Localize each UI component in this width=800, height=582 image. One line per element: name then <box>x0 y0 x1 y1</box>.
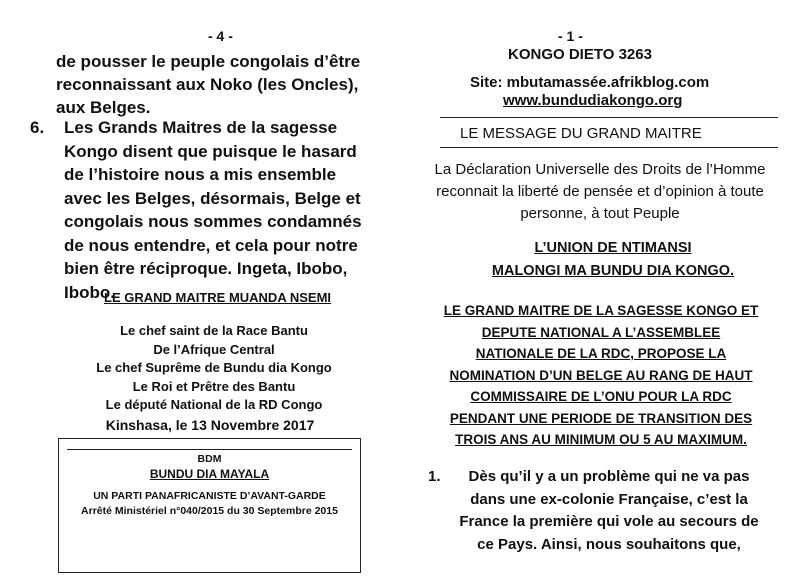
page-number-left: - 4 - <box>208 28 233 44</box>
union-line: L’UNION DE NTIMANSI <box>534 240 692 256</box>
signature-line: De l’Afrique Central <box>153 341 275 357</box>
main-headline <box>416 300 786 451</box>
party-name: BUNDU DIA MAYALA <box>149 467 270 481</box>
heading-rule-bottom <box>440 147 778 148</box>
headline-line: PENDANT UNE PERIODE DE TRANSITION DES <box>449 410 753 426</box>
bdm-label: BDM <box>197 453 222 465</box>
signature-line: Le chef Suprême de Bundu dia Kongo <box>96 360 332 375</box>
bdm-party-box <box>58 438 361 573</box>
item-text: Les Grands Maitres de la sagesse Kongo disent que puisque le hasard de l’histoire nous a mis ensemble avec les Belges, désormais, Belge et congolais nous sommes condamnés de nous entendre, et cela pour notre bien être réciproque. Ingeta, Ibobo, Ibobo. <box>64 118 362 302</box>
page-number-right: - 1 - <box>558 28 583 44</box>
numbered-item-1 <box>428 466 778 556</box>
message-heading: LE MESSAGE DU GRAND MAITRE <box>460 125 702 142</box>
headline-line: LE GRAND MAITRE DE LA SAGESSE KONGO ET <box>443 303 759 318</box>
site-line: Site: mbutamassée.afrikblog.com <box>470 74 710 91</box>
headline-line: COMMISSAIRE DE L’ONU POUR LA RDC <box>470 389 732 404</box>
headline-line: NATIONALE DE LA RDC, PROPOSE LA <box>475 346 727 361</box>
website-link[interactable]: www.bundudiakongo.org <box>503 92 683 109</box>
signature-lines <box>70 322 358 415</box>
signature-line: Le député National de la RD Congo <box>105 397 323 412</box>
signature-line: Le chef saint de la Race Bantu <box>120 323 308 338</box>
ministerial-decree: Arrêté Ministériel n°040/2015 du 30 Septembre 2015 <box>81 505 338 517</box>
headline-line: TROIS ANS AU MINIMUM OU 5 AU MAXIMUM. <box>455 432 747 447</box>
right-page <box>400 0 800 582</box>
signature-line: Le Roi et Prêtre des Bantu <box>132 378 296 394</box>
intro-paragraph: La Déclaration Universelle des Droits de l’Homme reconnait la liberté de pensée et d’opinion à toute personne, à tout Peuple <box>434 161 766 222</box>
party-tagline: UN PARTI PANAFRICANISTE D’AVANT-GARDE <box>93 490 326 502</box>
union-heading <box>448 237 778 283</box>
item-number: 6. <box>30 118 45 137</box>
item-text: Dès qu’il y a un problème qui ne va pas dans une ex-colonie Française, c’est la France la première qui vole au secours de ce Pays. Ainsi, nous souhaitons que, <box>459 468 759 553</box>
place-date: Kinshasa, le 13 Novembre 2017 <box>105 417 315 433</box>
newsletter-title: KONGO DIETO 3263 <box>508 46 652 63</box>
numbered-item-6 <box>30 116 375 304</box>
continuation-paragraph: de pousser le peuple congolais d’être reconnaissant aux Noko (les Oncles), aux Belges. <box>56 52 361 117</box>
union-line: MALONGI MA BUNDU DIA KONGO. <box>491 263 735 279</box>
signature-title: LE GRAND MAITRE MUANDA NSEMI <box>104 290 332 305</box>
heading-rule-top <box>440 117 778 118</box>
item-number: 1. <box>428 468 441 485</box>
box-divider <box>67 449 352 450</box>
headline-line: DEPUTE NATIONAL A L’ASSEMBLEE <box>481 324 721 340</box>
headline-line: NOMINATION D’UN BELGE AU RANG DE HAUT <box>449 367 753 383</box>
